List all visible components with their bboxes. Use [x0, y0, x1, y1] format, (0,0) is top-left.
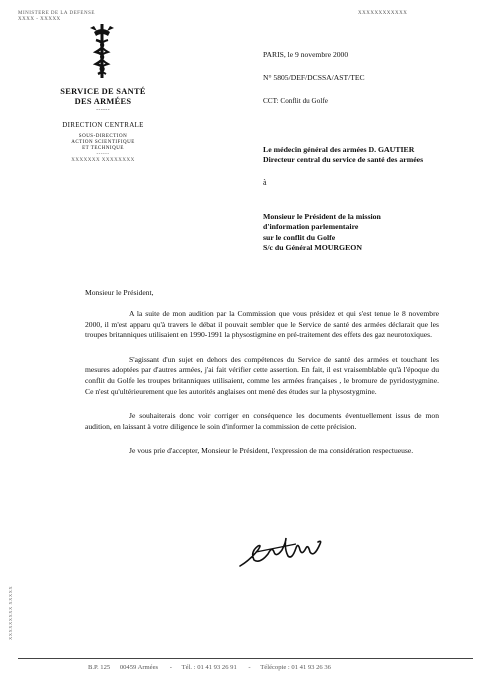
sender-line1: Le médecin général des armées D. GAUTIER — [263, 145, 415, 154]
sub-direction-line: ET TECHNIQUE — [82, 146, 124, 151]
recipient-line: Monsieur le Président de la mission — [263, 212, 381, 221]
recipient-block — [263, 212, 483, 254]
direction-title: DIRECTION CENTRALE — [62, 121, 144, 129]
recipient-line: sur le conflit du Golfe — [263, 232, 336, 242]
footer: B.P. 125 00459 Armées - Tél. : 01 41 93 26 91 - Télécopie : 01 41 93 26 36 — [88, 664, 331, 671]
classification-top: XXXXXXXXXXXX — [358, 11, 408, 16]
cct-line: CCT: Conflit du Golfe — [263, 97, 328, 105]
footer-fax: Télécopie : 01 41 93 26 36 — [260, 664, 331, 671]
ministry-line2: XXXX - XXXXX — [18, 17, 61, 22]
caduceus-emblem-icon — [88, 22, 116, 80]
footer-rule — [18, 658, 473, 659]
paragraph: S'agissant d'un sujet en dehors des compétences du Service de santé des armées et touchant les mesures adoptées par d'autres armées, j'ai fait vérifier cette assertion. En fait, il est vraisemblable qu'à l'époque du conflit du Golfe les troupes britanniques utilisaient, comme les armées françaises , le bromure de pyridostygmine. Ce n'est qu'ultérieurement que les autorités anglaises ont mené des études sur la physostygmine. — [85, 354, 439, 396]
margin-vertical-text: XXXXXXXXX XXXXX — [8, 585, 13, 640]
service-line1: SERVICE DE SANTÉ — [60, 87, 146, 96]
sender-block — [263, 145, 483, 166]
sub-direction-line: SOUS-DIRECTION — [78, 134, 128, 139]
sub-direction-line: ACTION SCIENTIFIQUE — [71, 140, 135, 145]
footer-tel: Tél. : 01 41 93 26 91 — [181, 664, 237, 671]
paragraph: A la suite de mon audition par la Commission que vous présidez et qui s'est tenue le 8 novembre 2000, il m'est apparu qu'à travers le débat il pouvait sembler que le Service de santé des armées déclarait que les troupes britanniques utilisaient en 1990-1991 la physostigmine en pré-traitement des effets des gaz neurotoxiques. — [85, 309, 439, 340]
recipient-line: S/c du Général MOURGEON — [263, 243, 362, 253]
salutation: Monsieur le Président, — [85, 288, 154, 297]
to-marker: à — [263, 178, 267, 187]
recipient-line: d'information parlementaire — [263, 222, 359, 232]
service-line2: DES ARMÉES — [74, 97, 132, 106]
sub-direction-block — [58, 134, 148, 164]
paragraph: Je souhaiterais donc voir corriger en conséquence les documents éventuellement issus de mon audition, en laissant à votre diligence le soin d'informer la commission de cette précision. — [85, 411, 439, 431]
footer-bp: B.P. 125 — [88, 664, 111, 671]
service-dashes: ------ — [96, 107, 110, 113]
paragraph: Je vous prie d'accepter, Monsieur le Président, l'expression de ma considération respectueuse. — [129, 446, 414, 456]
reference-number: N° 5805/DEF/DCSSA/AST/TEC — [263, 73, 365, 82]
sender-line2: Directeur central du service de santé des armées — [263, 155, 424, 165]
letter-body — [85, 309, 439, 457]
service-block — [48, 87, 158, 114]
signature-icon — [236, 532, 336, 572]
sub-direction-line: ------ — [96, 152, 110, 157]
ministry-line1: MINISTERE DE LA DEFENSE — [18, 11, 95, 16]
footer-city: 00459 Armées — [119, 664, 159, 671]
sub-direction-line: XXXXXXX XXXXXXXX — [71, 158, 135, 163]
place-date: PARIS, le 9 novembre 2000 — [263, 50, 349, 59]
